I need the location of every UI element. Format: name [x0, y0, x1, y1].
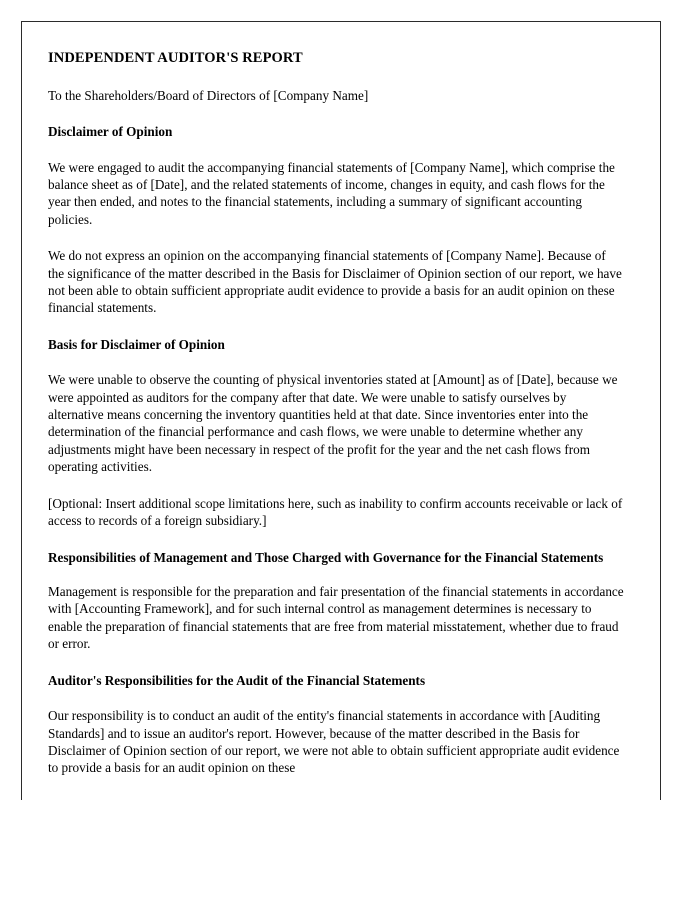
paragraph-no-opinion-expressed: We do not express an opinion on the accompanying financial statements of [Company Name]. Because of the significance of the matter described in the Basis for Disclaimer of Opinion section of our report, we have not been able to obtain sufficient appropriate audit evidence to provide a basis for an audit opinion on these financial statements.	[48, 248, 622, 316]
section-heading-auditor-responsibilities: Auditor's Responsibilities for the Audit of the Financial Statements	[48, 672, 426, 688]
paragraph-optional-scope-limitations: [Optional: Insert additional scope limitations here, such as inability to confirm accounts receivable or lack of access to records of a foreign subsidiary.]	[48, 495, 623, 529]
document-page	[21, 21, 661, 800]
section-heading-management-responsibilities: Responsibilities of Management and Those Charged with Governance for the Financial Statements	[48, 549, 604, 565]
paragraph-inventory-limitation: We were unable to observe the counting of physical inventories stated at [Amount] as of [Date], because we were appointed as auditors for the company after that date. We were unable to satisfy ourselves by alternative means concerning the inventory quantities held at that date. Since inventories enter into the determination of the financial performance and cash flows, we were unable to determine whether any adjustments might have been necessary in respect of the profit for the year and the net cash flows from operating activities.	[48, 372, 618, 475]
section-heading-disclaimer-of-opinion: Disclaimer of Opinion	[48, 124, 173, 139]
page-title: INDEPENDENT AUDITOR'S REPORT	[48, 50, 303, 66]
paragraph-auditor-responsibility: Our responsibility is to conduct an audit of the entity's financial statements in accordance with [Auditing Standards] and to issue an auditor's report. However, because of the matter described in the Basis for Disclaimer of Opinion section of our report, we were not able to obtain sufficient appropriate audit evidence to provide a basis for an audit opinion on these	[48, 708, 620, 776]
document-body	[22, 22, 660, 777]
section-heading-basis-for-disclaimer: Basis for Disclaimer of Opinion	[48, 336, 225, 352]
paragraph-engagement-scope: We were engaged to audit the accompanying financial statements of [Company Name], which comprise the balance sheet as of [Date], and the related statements of income, changes in equity, and cash flows for the year then ended, and notes to the financial statements, including a summary of significant accounting policies.	[48, 159, 615, 227]
addressee-line: To the Shareholders/Board of Directors of [Company Name]	[48, 88, 369, 103]
paragraph-management-responsibility: Management is responsible for the preparation and fair presentation of the financial statements in accordance with [Accounting Framework], and for such internal control as management determines is necessary to enable the preparation of financial statements that are free from material misstatement, whether due to fraud or error.	[48, 584, 624, 652]
